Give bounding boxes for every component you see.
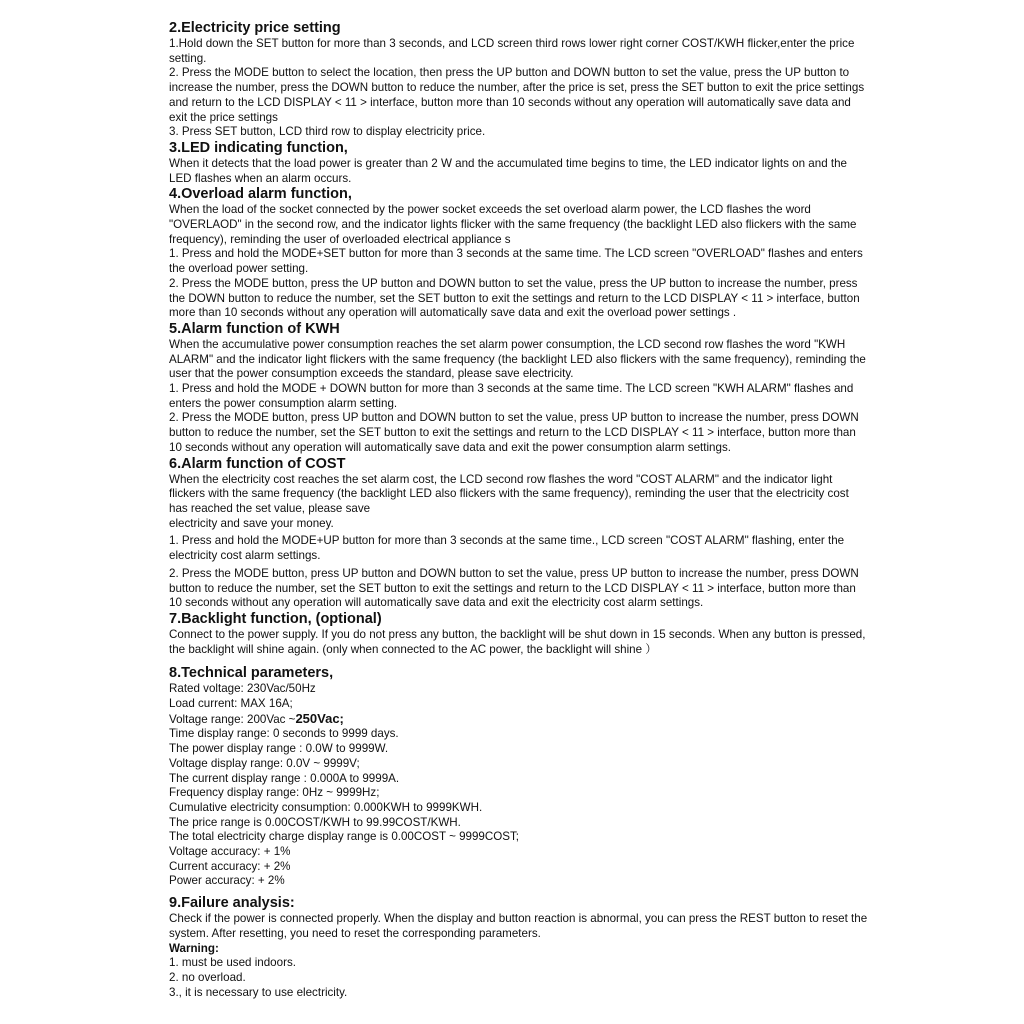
section-4-title: 4.Overload alarm function,	[169, 186, 352, 203]
manual-page	[169, 20, 869, 1000]
section-6-step-2: 2. Press the MODE button, press UP button and DOWN button to set the value, press UP button to increase the number, press DOWN button to reduce the number, set the SET button to exit the settings and return to the LCD DISPLAY < 11 > interface, button more than 10 seconds without any operation will automatically save data and exit the electricity cost alarm settings.	[169, 566, 859, 610]
section-3-title: 3.LED indicating function,	[169, 139, 348, 156]
spec-frequency-display: Frequency display range: 0Hz ~ 9999Hz;	[169, 786, 380, 800]
section-6-text-cont: electricity and save your money.	[169, 516, 334, 530]
spec-rated-voltage: Rated voltage: 230Vac/50Hz	[169, 682, 316, 696]
spec-time-display: Time display range: 0 seconds to 9999 days.	[169, 727, 399, 741]
section-4-step-2: 2. Press the MODE button, press the UP button and DOWN button to set the value, press the UP button to increase the number, press the DOWN button to reduce the number, set the SET button to exit the settings and return to the LCD DISPLAY < 11 > interface, button more than 10 seconds without any operation will automatically save data and exit the overload power settings .	[169, 276, 860, 320]
section-4-text: When the load of the socket connected by the power socket exceeds the set overload alarm power, the LCD flashes the word "OVERLAOD" in the second row, and the indicator lights flicker with the same frequency (the backlight LED also flickers with the same frequency), reminding the user of overloaded electrical appliance s	[169, 203, 857, 246]
section-9-title: 9.Failure analysis:	[169, 895, 295, 912]
warning-item-2: 2. no overload.	[169, 970, 246, 984]
section-5-step-1: 1. Press and hold the MODE + DOWN button for more than 3 seconds at the same time. The LCD screen "KWH ALARM" flashes and enters the power consumption alarm setting.	[169, 382, 854, 410]
spec-charge-range: The total electricity charge display range is 0.00COST ~ 9999COST;	[169, 830, 520, 844]
spec-voltage-range	[169, 712, 869, 728]
spec-power-accuracy: Power accuracy: + 2%	[169, 874, 285, 888]
section-7-text: Connect to the power supply. If you do not press any button, the backlight will be shut down in 15 seconds. When any button is pressed, the backlight will shine again. (only when connected to the AC power, the backlight will shine ）	[169, 627, 866, 656]
warning-item-1: 1. must be used indoors.	[169, 956, 296, 970]
spec-price-range: The price range is 0.00COST/KWH to 99.99COST/KWH.	[169, 815, 461, 829]
section-5-title: 5.Alarm function of KWH	[169, 320, 340, 337]
section-8-title: 8.Technical parameters,	[169, 665, 334, 682]
section-5-text: When the accumulative power consumption reaches the set alarm power consumption, the LCD second row flashes the word "KWH ALARM" and the indicator light flickers with the same frequency (the backlight LED also flickers with the same frequency), reminding the user that the power consumption exceeds the standard, please save electricity.	[169, 337, 866, 381]
section-3-text: When it detects that the load power is greater than 2 W and the accumulated time begins to time, the LED indicator lights on and the LED flashes when an alarm occurs.	[169, 156, 847, 185]
section-7-title: 7.Backlight function, (optional)	[169, 610, 382, 627]
section-2-title: 2.Electricity price setting	[169, 20, 341, 36]
warning-heading: Warning:	[169, 941, 219, 955]
section-6-step-1: 1. Press and hold the MODE+UP button for more than 3 seconds at the same time., LCD screen "COST ALARM" flashing, enter the electricity cost alarm settings.	[169, 534, 845, 563]
warning-item-3: 3., it is necessary to use electricity.	[169, 985, 348, 999]
spec-power-display: The power display range : 0.0W to 9999W.	[169, 742, 389, 756]
spec-cumulative-consumption: Cumulative electricity consumption: 0.000KWH to 9999KWH.	[169, 800, 483, 814]
section-5-step-2: 2. Press the MODE button, press UP button and DOWN button to set the value, press UP button to increase the number, press DOWN button to reduce the number, set the SET button to exit the settings and return to the LCD DISPLAY < 11 > interface, button more than 10 seconds without any operation will automatically save data and exit the power consumption alarm settings.	[169, 411, 859, 454]
spec-current-accuracy: Current accuracy: + 2%	[169, 859, 291, 873]
section-2-step-3: 3. Press SET button, LCD third row to display electricity price.	[169, 125, 486, 139]
spec-voltage-accuracy: Voltage accuracy: + 1%	[169, 845, 291, 859]
section-2-step-1: 1.Hold down the SET button for more than 3 seconds, and LCD screen third rows lower right corner COST/KWH flicker,enter the price setting.	[169, 37, 855, 65]
spec-voltage-range-label: Voltage range: 200Vac ~	[169, 712, 296, 726]
section-6-title: 6.Alarm function of COST	[169, 455, 346, 472]
spec-voltage-range-max: 250Vac;	[295, 710, 344, 726]
section-9-text: Check if the power is connected properly. When the display and button reaction is abnormal, you can press the REST button to reset the system. After resetting, you need to reset the corresponding parameters.	[169, 912, 868, 940]
section-2-step-2: 2. Press the MODE button to select the location, then press the UP button and DOWN button to set the value, press the UP button to increase the number, press the DOWN button to reduce the number, after the price is set, press the SET button to exit the price settings and return to the LCD DISPLAY < 11 > interface, button more than 10 seconds without any operation will automatically save data and exit the price settings	[169, 66, 865, 124]
spec-current-display: The current display range : 0.000A to 9999A.	[169, 771, 400, 785]
section-6-text: When the electricity cost reaches the set alarm cost, the LCD second row flashes the word "COST ALARM" and the indicator light flickers with the same frequency (the backlight LED also flickers with the same frequency), reminding the user that the electricity cost has reached the set value, please save	[169, 472, 849, 515]
spec-voltage-display: Voltage display range: 0.0V ~ 9999V;	[169, 756, 360, 770]
spec-load-current: Load current: MAX 16A;	[169, 697, 293, 711]
section-4-step-1: 1. Press and hold the MODE+SET button for more than 3 seconds at the same time. The LCD screen "OVERLOAD" flashes and enters the overload power setting.	[169, 247, 863, 276]
